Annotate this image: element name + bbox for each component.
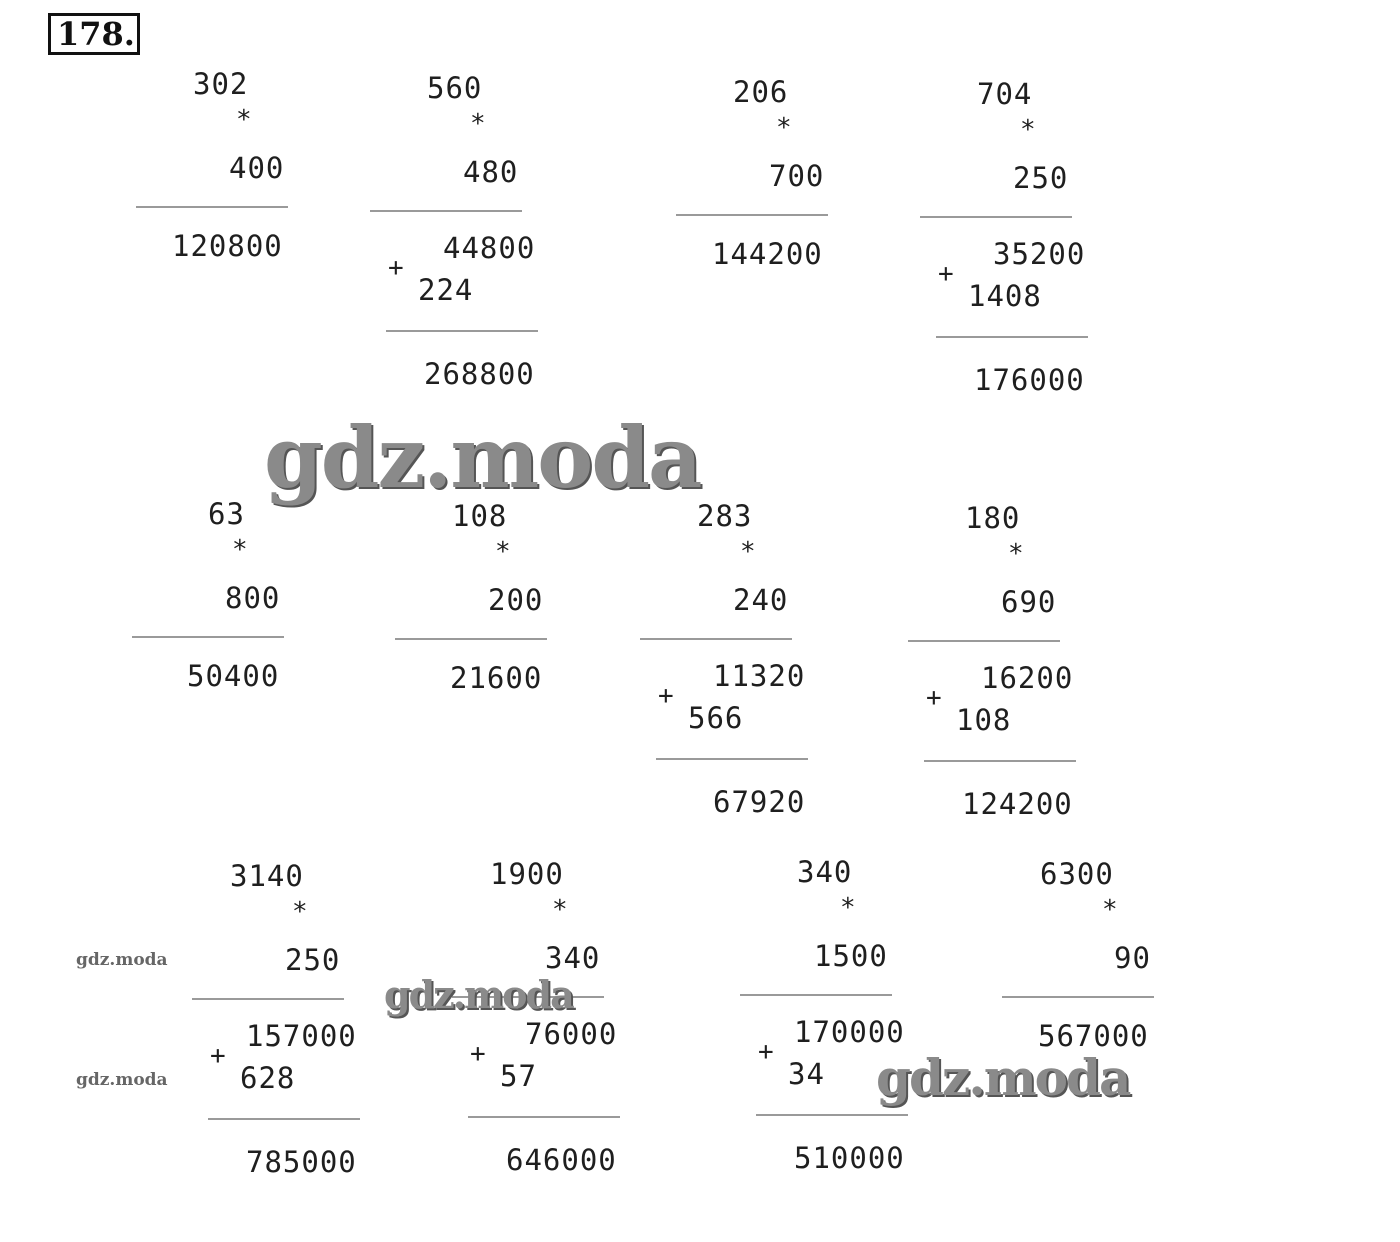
watermark-logo: gdz.moda [76, 1070, 168, 1090]
product-result: 21600 [450, 661, 543, 695]
partial-product: 11320 [713, 659, 806, 693]
multiplicand: 1900 [490, 857, 564, 891]
times-sign: * [840, 893, 857, 923]
product-result: 785000 [246, 1145, 357, 1179]
sum-line [756, 1114, 908, 1116]
multiplier: 690 [1001, 585, 1057, 619]
product-result: 268800 [424, 357, 535, 391]
times-sign: * [232, 535, 249, 565]
times-sign: * [1020, 115, 1037, 145]
product-result: 120800 [172, 229, 283, 263]
product-line [395, 638, 547, 640]
multiplicand: 206 [733, 75, 789, 109]
product-result: 646000 [506, 1143, 617, 1177]
plus-sign: + [938, 259, 955, 289]
multiplicand: 63 [208, 497, 245, 531]
multiplicand: 704 [977, 77, 1033, 111]
times-sign: * [552, 895, 569, 925]
multiplier: 340 [545, 941, 601, 975]
watermark-logo: gdz.moda [264, 408, 701, 507]
times-sign: * [1008, 539, 1025, 569]
multiplier: 250 [1013, 161, 1069, 195]
partial-product: 157000 [246, 1019, 357, 1053]
partial-product: 566 [688, 701, 744, 735]
product-line [676, 214, 828, 216]
product-line [1002, 996, 1154, 998]
plus-sign: + [470, 1039, 487, 1069]
partial-product: 108 [956, 703, 1012, 737]
partial-product: 76000 [525, 1017, 618, 1051]
multiplier: 800 [225, 581, 281, 615]
multiplicand: 108 [452, 499, 508, 533]
product-line [132, 636, 284, 638]
watermark-logo: gdz.moda [384, 972, 573, 1017]
product-result: 567000 [1038, 1019, 1149, 1053]
task-number: 178. [48, 13, 140, 55]
sum-line [208, 1118, 360, 1120]
sum-line [468, 1116, 620, 1118]
partial-product: 57 [500, 1059, 537, 1093]
sum-line [656, 758, 808, 760]
product-result: 144200 [712, 237, 823, 271]
multiplier: 400 [229, 151, 285, 185]
partial-product: 16200 [981, 661, 1074, 695]
sum-line [936, 336, 1088, 338]
product-result: 176000 [974, 363, 1085, 397]
partial-product: 224 [418, 273, 474, 307]
plus-sign: + [758, 1037, 775, 1067]
multiplier: 480 [463, 155, 519, 189]
multiplicand: 180 [965, 501, 1021, 535]
times-sign: * [292, 897, 309, 927]
multiplicand: 302 [193, 67, 249, 101]
times-sign: * [776, 113, 793, 143]
product-result: 50400 [187, 659, 280, 693]
product-line [908, 640, 1060, 642]
partial-product: 628 [240, 1061, 296, 1095]
times-sign: * [740, 537, 757, 567]
multiplier: 1500 [814, 939, 888, 973]
product-result: 124200 [962, 787, 1073, 821]
multiplier: 200 [488, 583, 544, 617]
product-line [370, 210, 522, 212]
sum-line [386, 330, 538, 332]
product-line [192, 998, 344, 1000]
times-sign: * [495, 537, 512, 567]
times-sign: * [236, 105, 253, 135]
sum-line [924, 760, 1076, 762]
product-line [740, 994, 892, 996]
plus-sign: + [388, 253, 405, 283]
product-result: 510000 [794, 1141, 905, 1175]
partial-product: 44800 [443, 231, 536, 265]
multiplier: 240 [733, 583, 789, 617]
multiplier: 250 [285, 943, 341, 977]
product-line [640, 638, 792, 640]
partial-product: 1408 [968, 279, 1042, 313]
times-sign: * [1102, 895, 1119, 925]
multiplicand: 340 [797, 855, 853, 889]
watermark-logo: gdz.moda [76, 950, 168, 970]
multiplicand: 560 [427, 71, 483, 105]
multiplicand: 3140 [230, 859, 304, 893]
product-line [920, 216, 1072, 218]
multiplicand: 283 [697, 499, 753, 533]
product-line [136, 206, 288, 208]
watermark-logo: gdz.moda [876, 1048, 1130, 1107]
product-result: 67920 [713, 785, 806, 819]
times-sign: * [470, 109, 487, 139]
plus-sign: + [658, 681, 675, 711]
multiplier: 700 [769, 159, 825, 193]
plus-sign: + [210, 1041, 227, 1071]
multiplier: 90 [1114, 941, 1151, 975]
partial-product: 35200 [993, 237, 1086, 271]
partial-product: 34 [788, 1057, 825, 1091]
plus-sign: + [926, 683, 943, 713]
multiplicand: 6300 [1040, 857, 1114, 891]
partial-product: 170000 [794, 1015, 905, 1049]
